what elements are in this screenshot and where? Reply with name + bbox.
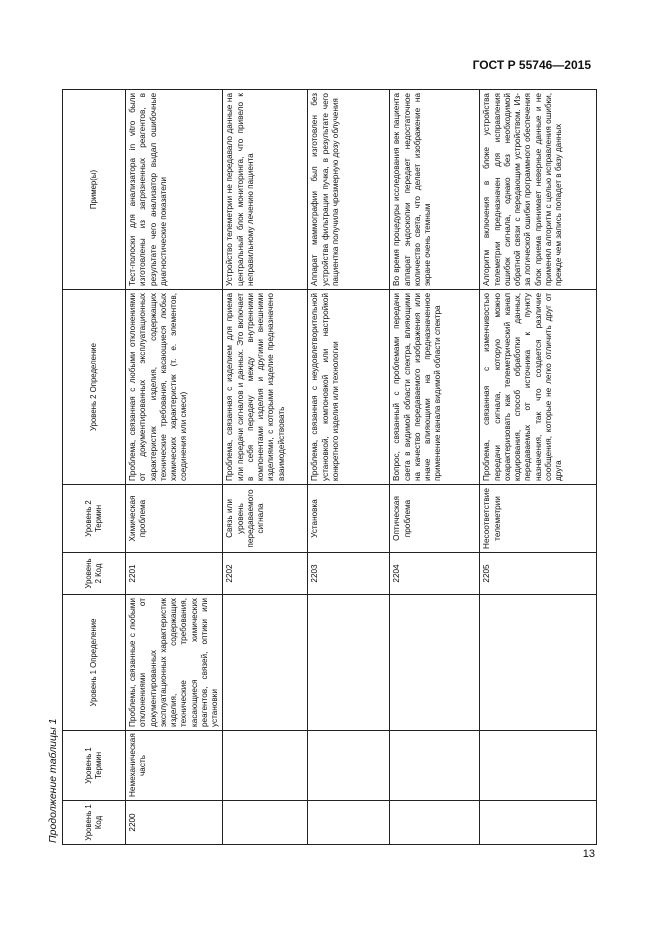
table-continuation-caption: Продолжение таблицы 1 [47,718,59,843]
classification-table [62,89,597,845]
level1-term-cell [308,731,390,801]
level2-term-cell: Несоответствие телеметрии [480,485,597,553]
level1-definition-cell [480,595,597,731]
example-cell: Во время процедуры исследования век пациента аппарат эндоскопии передает недостаточное количество света, что делает изображение на экране очень темным [390,90,480,290]
header-level1-definition: Уровень 1 Определение [63,595,126,731]
header-level1-term: Уровень 1 Термин [63,731,126,801]
level2-definition-cell: Вопрос, связанный с проблемами передачи света в видимой области спектра, влияющими на качество передаваемого изображения или иначе влияющими на предназначенное применение канала видимой области спектра [390,290,480,485]
level2-definition-cell: Проблема, связанная с неудовлетворительной установкой, компоновкой или настройкой конкретного изделия или технологии [308,290,390,485]
level2-definition-cell: Проблема, связанная с изделием для приема или передачи сигналов и данных. Это включает в себя передачу между внутренними компонентами изделия и другими внешними изделиями, с которыми изделие предназначено взаимодействовать [223,290,308,485]
level2-term-cell: Установка [308,485,390,553]
level1-term-cell [390,731,480,801]
example-cell: Аппарат маммографии был изготовлен без устройства фильтрации пучка, в результате чего пациентка получила чрезмерную дозу облучения [308,90,390,290]
table-row [308,90,390,845]
header-level2-definition: Уровень 2 Определение [63,290,126,485]
level2-term-cell: Оптическая проблема [390,485,480,553]
header-level2-code: Уровень 2 Код [63,553,126,595]
table-row [223,90,308,845]
page-number: 13 [582,848,595,860]
rotated-table-page [44,90,589,845]
table-row [480,90,597,845]
level2-code-cell: 2203 [308,553,390,595]
level1-term-cell [480,731,597,801]
level2-definition-cell: Проблема, связанная с любыми отклонениями от документированных эксплуатационных характеристик изделия, содержащих технические требования, касающиеся любых химических характеристик (т. е. элементов, соединения или смеси) [126,290,223,485]
table-header-row [63,90,126,845]
level2-code-cell: 2202 [223,553,308,595]
example-cell: Тест-полоски для анализатора in vitro были изготовлены из загрязненных реагентов, в результате чего анализатор выдал ошибочные диагностические показатели [126,90,223,290]
level1-definition-cell [223,595,308,731]
level1-term-cell: Немеханическая часть [126,731,223,801]
level2-code-cell: 2204 [390,553,480,595]
level1-code-cell [223,801,308,845]
header-level2-term: Уровень 2 Термин [63,485,126,553]
header-examples: Пример(ы) [63,90,126,290]
level1-code-cell: 2200 [126,801,223,845]
level1-definition-cell: Проблемы, связанные с любыми отклонениями от документированных эксплуатационных характеристик изделия, содержащих технические требования, касающиеся химических реагентов, связей, оптики или установки [126,595,223,731]
level2-term-cell: Химическая проблема [126,485,223,553]
table-row [390,90,480,845]
level1-definition-cell [390,595,480,731]
example-cell: Алгоритм включения в блоке устройства телеметрии предназначен для исправления ошибок сигнала, однако без необходимой обратной связи с передающим устройством. Из-за логической ошибки программного обеспечения блок приема принимает неверные данные и не применял алгоритм с целью исправления ошибки, прежде чем запись попадет в базу данных [480,90,597,290]
level2-term-cell: Связь или уровень передаваемого сигнала [223,485,308,553]
header-level1-code: Уровень 1 Код [63,801,126,845]
example-cell: Устройство телеметрии не передавало данные на центральный блок мониторинга, что привело к неправильному лечению пациента [223,90,308,290]
level1-code-cell [308,801,390,845]
level2-code-cell: 2201 [126,553,223,595]
table-row [126,90,223,845]
level1-term-cell [223,731,308,801]
level1-definition-cell [308,595,390,731]
level2-code-cell: 2205 [480,553,597,595]
level2-definition-cell: Проблема, связанная с изменчивостью передачи сигнала, которую можно охарактеризовать как телеметрический канал кодирования, способ обработки данных, передаваемых от источника к пункту назначения, так что создается различие сообщения, которые не легко отличить друг от друга [480,290,597,485]
level1-code-cell [480,801,597,845]
document-id: ГОСТ Р 55746—2015 [472,58,591,72]
level1-code-cell [390,801,480,845]
